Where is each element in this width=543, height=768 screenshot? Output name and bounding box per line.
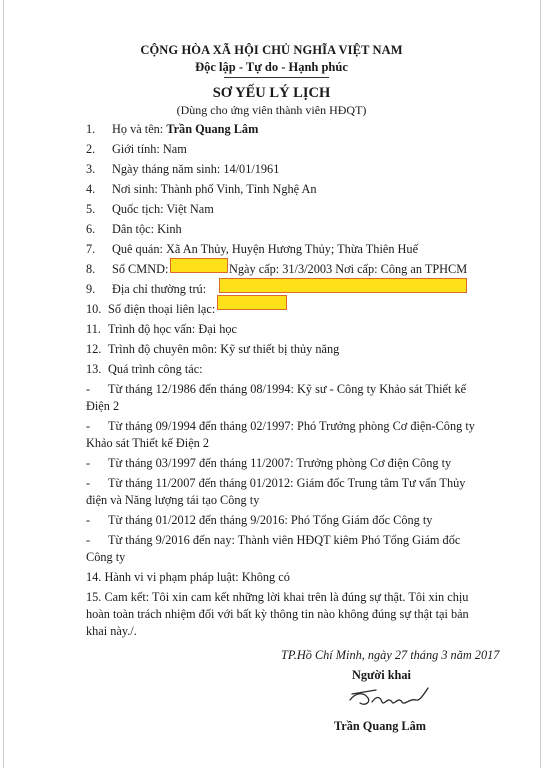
redaction-phone xyxy=(217,295,287,310)
field-10 xyxy=(86,302,216,316)
work-item-line1: Từ tháng 11/2007 đến tháng 01/2012: Giám đốc Trung tâm Tư vấn Thủy xyxy=(108,476,466,490)
work-item xyxy=(86,533,461,547)
work-item-line2: Công ty xyxy=(86,550,126,564)
field-number: 11. xyxy=(86,322,101,336)
field-label-address: Địa chỉ thường trú: xyxy=(112,282,207,296)
work-item xyxy=(86,456,452,470)
work-item-line1: Từ tháng 01/2012 đến tháng 9/2016: Phó Tổng Giám đốc Công ty xyxy=(108,513,433,527)
field-text-dob: Ngày tháng năm sinh: 14/01/1961 xyxy=(112,162,280,176)
field-text-work-history: Quá trình công tác: xyxy=(108,362,203,376)
redaction-id-number xyxy=(170,258,228,273)
declarant-label: Người khai xyxy=(352,668,411,682)
field-text-id-issue: Ngày cấp: 31/3/2003 Nơi cấp: Công an TPHCM xyxy=(229,262,468,276)
field-15-line2: hoàn toàn trách nhiệm đối với bất kỳ thông tin nào không đúng sự thật tại bản xyxy=(86,607,469,621)
field-number: 1. xyxy=(86,122,96,136)
field-11 xyxy=(86,322,237,336)
field-number: 12. xyxy=(86,342,102,356)
field-12 xyxy=(86,342,340,356)
field-number: 10. xyxy=(86,302,102,316)
field-text-hometown: Quê quán: Xã An Thủy, Huyện Hương Thủy; Thừa Thiên Huế xyxy=(112,242,419,256)
field-text-specialty: Trình độ chuyên môn: Kỹ sư thiết bị thủy năng xyxy=(108,342,340,356)
field-3 xyxy=(86,162,280,176)
work-item-line2: điện và Năng lượng tái tạo Công ty xyxy=(86,493,260,507)
field-number: 2. xyxy=(86,142,96,156)
work-item-line2: Điện 2 xyxy=(86,399,120,413)
field-14: 14. Hành vi vi phạm pháp luật: Không có xyxy=(86,570,290,584)
field-4 xyxy=(86,182,317,196)
place-date: TP.Hồ Chí Minh, ngày 27 tháng 3 năm 2017 xyxy=(281,648,500,662)
signer-name: Trần Quang Lâm xyxy=(334,719,427,733)
field-8 xyxy=(86,262,468,276)
field-9 xyxy=(86,282,207,296)
field-number: 5. xyxy=(86,202,96,216)
field-label-name: Họ và tên: xyxy=(112,122,167,136)
work-item xyxy=(86,476,466,490)
field-15-line3: khai này./. xyxy=(86,624,137,638)
field-text-nationality: Quốc tịch: Việt Nam xyxy=(112,202,214,216)
field-label-phone: Số điện thoại liên lạc: xyxy=(108,302,216,316)
motto-heading: Độc lập - Tự do - Hạnh phúc xyxy=(195,60,348,74)
signature-image xyxy=(342,676,434,718)
work-item-line1: Từ tháng 12/1986 đến tháng 08/1994: Kỹ sư - Công ty Khảo sát Thiết kế xyxy=(108,382,467,396)
bullet-dash: - xyxy=(86,456,91,470)
work-item-line1: Từ tháng 03/1997 đến tháng 11/2007: Trưởng phòng Cơ điện Công ty xyxy=(108,456,452,470)
work-item-line1: Từ tháng 9/2016 đến nay: Thành viên HĐQT kiêm Phó Tổng Giám đốc xyxy=(108,533,461,547)
work-item xyxy=(86,419,475,433)
field-value-name: Trần Quang Lâm xyxy=(166,122,259,136)
bullet-dash: - xyxy=(86,419,91,433)
bullet-dash: - xyxy=(86,382,91,396)
document-title: SƠ YẾU LÝ LỊCH xyxy=(212,85,331,101)
work-item-line1: Từ tháng 09/1994 đến tháng 02/1997: Phó Trưởng phòng Cơ điện-Công ty xyxy=(108,419,475,433)
bullet-dash: - xyxy=(86,533,91,547)
field-text-education: Trình độ học vấn: Đại học xyxy=(108,322,237,336)
field-number: 7. xyxy=(86,242,96,256)
field-number: 9. xyxy=(86,282,96,296)
field-number: 3. xyxy=(86,162,96,176)
field-label-id: Số CMND: xyxy=(112,262,169,276)
field-2 xyxy=(86,142,187,156)
bullet-dash: - xyxy=(86,513,91,527)
field-1 xyxy=(86,122,259,136)
field-text-ethnicity: Dân tộc: Kinh xyxy=(112,222,182,236)
bullet-dash: - xyxy=(86,476,91,490)
field-5 xyxy=(86,202,214,216)
field-number: 4. xyxy=(86,182,96,196)
work-item-line2: Khảo sát Thiết kế Điện 2 xyxy=(86,436,210,450)
field-13 xyxy=(86,362,203,376)
field-7 xyxy=(86,242,419,256)
work-item xyxy=(86,382,467,396)
field-number: 13. xyxy=(86,362,102,376)
field-text-gender: Giới tính: Nam xyxy=(112,142,187,156)
document-subtitle: (Dùng cho ứng viên thành viên HĐQT) xyxy=(176,103,367,117)
motto-underline xyxy=(224,77,329,78)
work-item xyxy=(86,513,433,527)
field-text-birthplace: Nơi sinh: Thành phố Vinh, Tỉnh Nghệ An xyxy=(112,182,317,196)
nation-heading: CỘNG HÒA XÃ HỘI CHỦ NGHĨA VIỆT NAM xyxy=(140,43,403,57)
field-number: 6. xyxy=(86,222,96,236)
field-15-line1: 15. Cam kết: Tôi xin cam kết những lời khai trên là đúng sự thật. Tôi xin chịu xyxy=(86,590,469,604)
redaction-address xyxy=(219,278,467,293)
field-6 xyxy=(86,222,182,236)
field-number: 8. xyxy=(86,262,96,276)
